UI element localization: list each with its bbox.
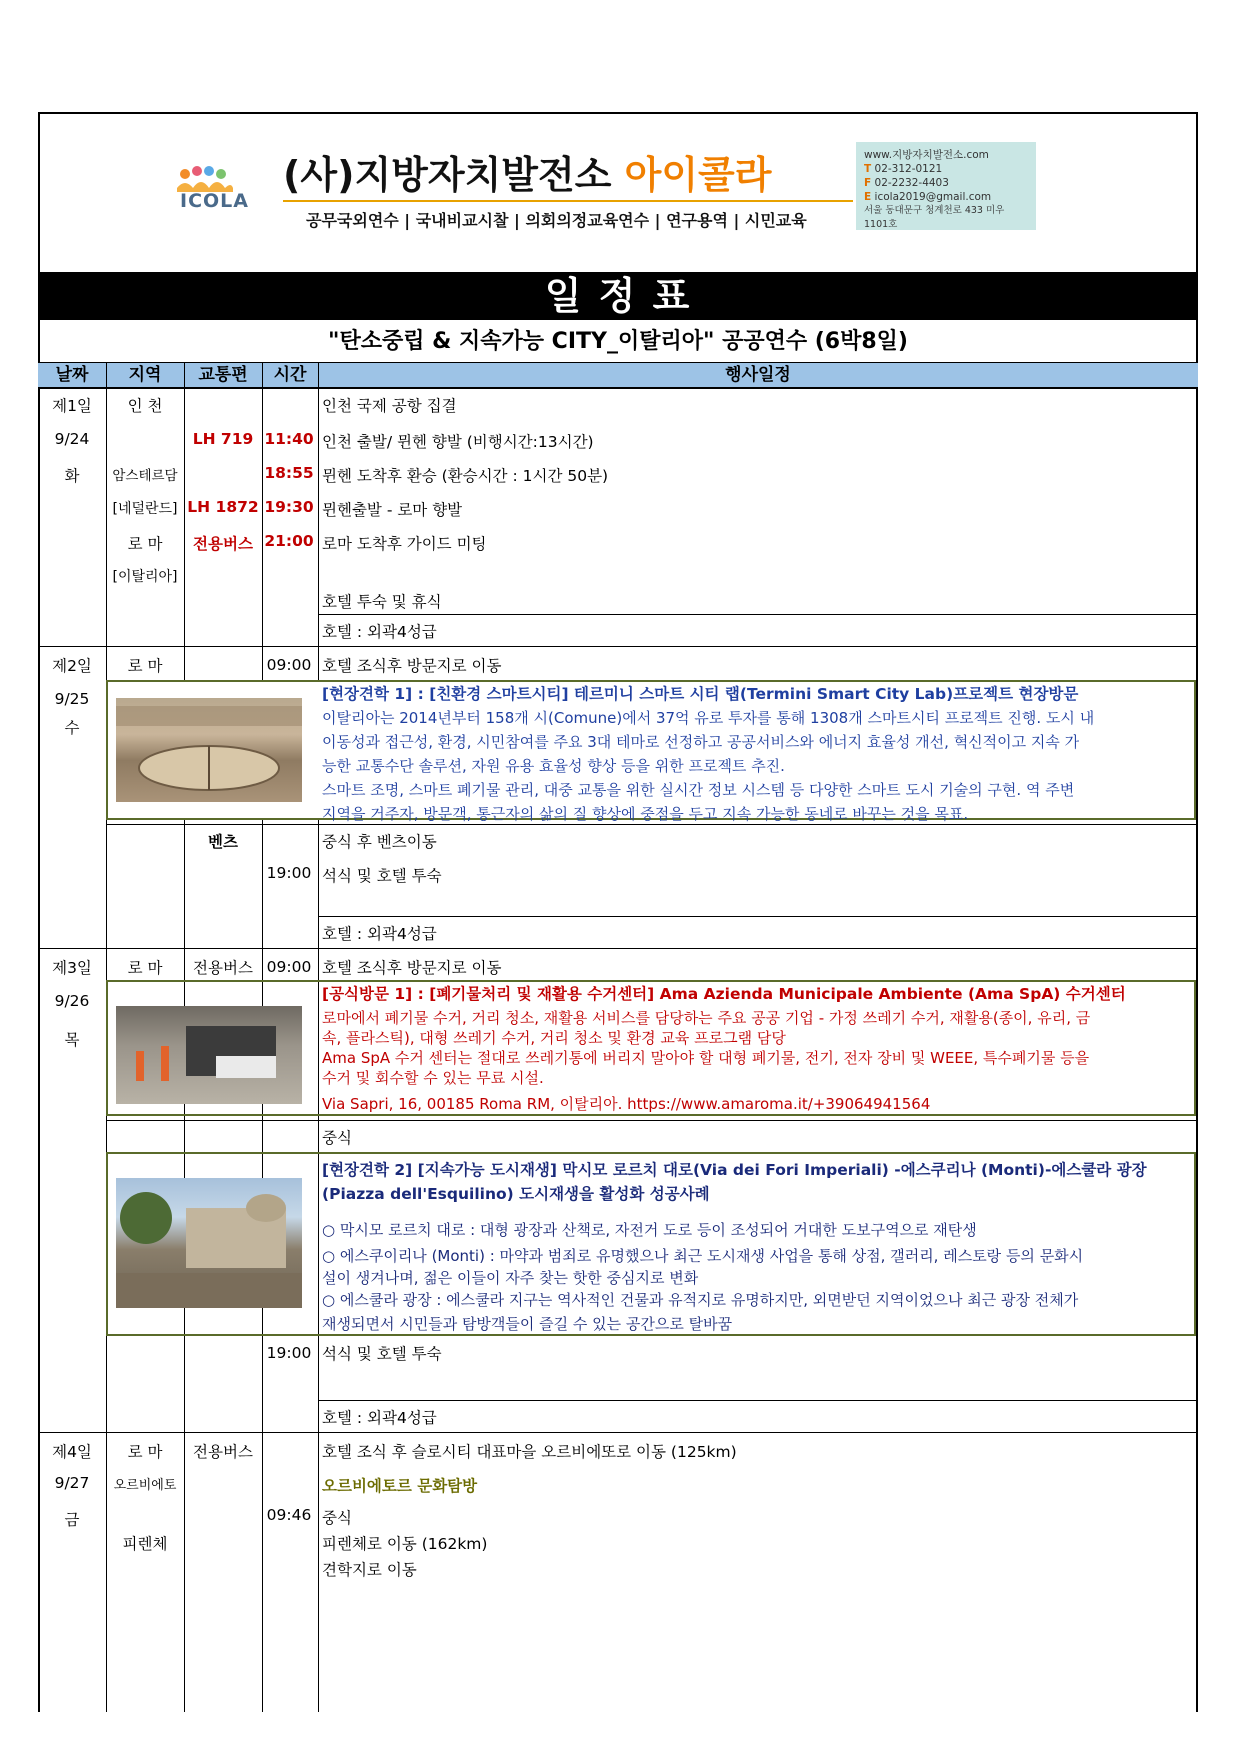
activity: 호텔 투숙 및 휴식 xyxy=(322,593,442,611)
time: 09:00 xyxy=(266,958,312,976)
day-separator xyxy=(38,646,1198,647)
visit2-desc-line: Ama SpA 수거 센터는 절대로 쓰레기통에 버리지 말아야 할 대형 폐기물, 전기, 전자 장비 및 WEEE, 특수폐기물 등을 xyxy=(322,1049,1090,1067)
time: 18:55 xyxy=(264,464,314,482)
transport: 전용버스 xyxy=(193,1443,253,1461)
visit1-title: [현장견학 1] : [친환경 스마트시티] 테르미니 스마트 시티 랩(Termini Smart City Lab)프로젝트 현장방문 xyxy=(322,685,1079,703)
contact-box xyxy=(856,142,1036,230)
website: www.지방자치발전소.com xyxy=(864,149,989,161)
address: 서울 동대문구 청계천로 433 미우 1101호 xyxy=(864,205,1005,230)
visit2-desc-line: 로마에서 폐기물 수거, 거리 청소, 재활용 서비스를 담당하는 주요 공공 기업 - 가정 쓰레기 수거, 재활용(종이, 유리, 금 xyxy=(322,1009,1091,1027)
activity: 호텔 조식 후 슬로시티 대표마을 오르비에또로 이동 (125km) xyxy=(322,1443,737,1461)
day3-label: 제3일 xyxy=(52,959,92,977)
row-line xyxy=(318,614,1198,615)
brand-subtitle: 공무국외연수 | 국내비교시찰 | 의회의정교육연수 | 연구용역 | 시민교육 xyxy=(306,211,807,230)
day4-weekday: 금 xyxy=(64,1511,80,1529)
col-date: 날짜 xyxy=(55,365,89,385)
flight: LH 719 xyxy=(192,430,254,448)
activity: 인천 출발/ 뮌헨 향발 (비행시간:13시간) xyxy=(322,433,594,451)
day3-date: 9/26 xyxy=(54,992,90,1010)
hotel-info: 호텔 : 외곽4성급 xyxy=(322,623,437,641)
visit3-title: (Piazza dell'Esquilino) 도시재생을 활성화 성공사례 xyxy=(322,1185,710,1203)
region: 로 마 xyxy=(127,1443,163,1461)
row-line xyxy=(318,1400,1198,1401)
time: 19:00 xyxy=(266,1344,312,1362)
visit3-desc-line: ○ 에스쿨라 광장 : 에스쿨라 지구는 역사적인 건물과 유적지로 유명하지만, 외면받던 지역이었으나 최근 광장 전체가 xyxy=(322,1291,1079,1309)
region: 피렌체 xyxy=(122,1535,168,1553)
brand-title: (사)지방자치발전소 아이콜라 xyxy=(283,153,772,197)
time: 11:40 xyxy=(264,430,314,448)
day2-label: 제2일 xyxy=(52,657,92,675)
visit3-desc-line: 설이 생겨나며, 젊은 이들이 자주 찾는 핫한 중심지로 변화 xyxy=(322,1269,699,1287)
activity: 호텔 조식후 방문지로 이동 xyxy=(322,657,502,675)
row-line xyxy=(106,824,1198,825)
day-separator xyxy=(38,948,1198,949)
hotel-info: 호텔 : 외곽4성급 xyxy=(322,925,437,943)
region: 오르비에토 xyxy=(113,1478,177,1493)
region: 로 마 xyxy=(127,535,163,553)
region: 로 마 xyxy=(127,657,163,675)
day4-date: 9/27 xyxy=(54,1474,90,1492)
piazza-photo xyxy=(116,1178,302,1308)
activity: 중식 후 벤츠이동 xyxy=(322,833,437,851)
visit1-desc-line: 지역을 거주자, 방문객, 통근자의 삶의 질 향상에 중점을 두고 지속 가능한 동네로 바꾸는 것을 목표. xyxy=(322,805,969,823)
time: 21:00 xyxy=(264,532,314,550)
day1-weekday: 화 xyxy=(64,467,80,485)
region: [이탈리아] xyxy=(112,569,178,585)
region: 인 천 xyxy=(127,397,163,415)
transport: 전용버스 xyxy=(193,535,253,553)
activity: 석식 및 호텔 투숙 xyxy=(322,1345,442,1363)
flight: LH 1872 xyxy=(187,498,259,516)
activity: 석식 및 호텔 투숙 xyxy=(322,867,442,885)
waste-center-photo xyxy=(116,1006,302,1104)
logo-wordmark: ICOLA xyxy=(180,190,249,212)
activity: 오르비에토르 문화탐방 xyxy=(322,1477,478,1495)
time: 19:30 xyxy=(264,498,314,516)
visit2-desc-line: 수거 및 회수할 수 있는 무료 시설. xyxy=(322,1069,544,1087)
activity: 중식 xyxy=(322,1129,352,1147)
activity: 뮌헨출발 - 로마 향발 xyxy=(322,501,463,519)
visit2-desc-line: 속, 플라스틱), 대형 쓰레기 수거, 거리 청소 및 환경 교육 프로그램 담당 xyxy=(322,1029,786,1047)
day3-weekday: 목 xyxy=(64,1031,80,1049)
visit1-desc-line: 능한 교통수단 솔루션, 자원 유용 효율성 향상 등을 위한 프로젝트 추진. xyxy=(322,757,785,775)
letterhead xyxy=(38,112,1198,272)
row-line xyxy=(106,1120,1198,1121)
region: 로 마 xyxy=(127,959,163,977)
time: 09:46 xyxy=(266,1506,312,1524)
visit3-desc-line: 재생되면서 시민들과 탐방객들이 즐길 수 있는 공간으로 탈바꿈 xyxy=(322,1315,733,1333)
day1-date: 9/24 xyxy=(54,430,90,448)
activity: 호텔 조식후 방문지로 이동 xyxy=(322,959,502,977)
fax: F 02-2232-4403 xyxy=(864,177,949,189)
hotel-info: 호텔 : 외곽4성급 xyxy=(322,1409,437,1427)
day1-label: 제1일 xyxy=(52,397,92,415)
transport: 전용버스 xyxy=(193,959,253,977)
col-transport: 교통편 xyxy=(198,365,248,385)
visit1-desc-line: 이동성과 접근성, 환경, 시민참여를 주요 3대 테마로 선정하고 공공서비스와 에너지 효율성 개선, 혁신적이고 지속 가 xyxy=(322,733,1080,751)
region: [네덜란드] xyxy=(112,501,178,517)
phone: T 02-312-0121 xyxy=(864,163,943,175)
activity: 피렌체로 이동 (162km) xyxy=(322,1535,488,1553)
row-line xyxy=(318,916,1198,917)
day2-date: 9/25 xyxy=(54,690,90,708)
rome-square-photo xyxy=(116,698,302,802)
brand-divider xyxy=(283,200,853,202)
page-title: 일 정 표 xyxy=(38,272,1198,320)
day2-weekday: 수 xyxy=(64,719,80,737)
time: 19:00 xyxy=(266,864,312,882)
schedule-page xyxy=(38,112,1198,1712)
region: 암스테르담 xyxy=(112,468,178,484)
visit1-desc-line: 이탈리아는 2014년부터 158개 시(Comune)에서 37억 유로 투자를 통해 1308개 스마트시티 프로젝트 진행. 도시 내 xyxy=(322,709,1095,727)
time: 09:00 xyxy=(266,656,312,674)
day-separator xyxy=(38,1432,1198,1433)
col-time: 시간 xyxy=(273,365,307,385)
col-activity: 행사일정 xyxy=(725,365,791,385)
visit1-desc-line: 스마트 조명, 스마트 폐기물 관리, 대중 교통을 위한 실시간 정보 시스템 등 다양한 스마트 도시 기술의 구현. 역 주변 xyxy=(322,781,1075,799)
visit2-title: [공식방문 1] : [폐기물처리 및 재활용 수거센터] Ama Azienda Municipale Ambiente (Ama SpA) 수거센터 xyxy=(322,985,1126,1003)
activity: 로마 도착후 가이드 미팅 xyxy=(322,535,487,553)
email: E icola2019@gmail.com xyxy=(864,191,992,203)
activity: 인천 국제 공항 집결 xyxy=(322,397,457,415)
activity: 뮌헨 도착후 환승 (환승시간 : 1시간 50분) xyxy=(322,467,609,485)
visit3-title: [현장견학 2] [지속가능 도시재생] 막시모 로르치 대로(Via dei Fori Imperiali) -에스쿠리나 (Monti)-에스쿨라 광장 xyxy=(322,1161,1147,1179)
visit3-desc-line: ○ 에스쿠이리나 (Monti) : 마약과 범죄로 유명했으나 최근 도시재생 사업을 통해 상점, 갤러리, 레스토랑 등의 문화시 xyxy=(322,1247,1084,1265)
program-title: "탄소중립 & 지속가능 CITY_이탈리아" 공공연수 (6박8일) xyxy=(38,322,1198,363)
col-region: 지역 xyxy=(128,365,162,385)
transport: 벤츠 xyxy=(208,833,238,851)
table-header xyxy=(38,363,1198,389)
visit2-address: Via Sapri, 16, 00185 Roma RM, 이탈리아. https://www.amaroma.it/+39064941564 xyxy=(322,1095,931,1113)
activity: 견학지로 이동 xyxy=(322,1561,417,1579)
activity: 중식 xyxy=(322,1509,352,1527)
day4-label: 제4일 xyxy=(52,1443,92,1461)
visit3-desc-line: ○ 막시모 로르치 대로 : 대형 광장과 산책로, 자전거 도로 등이 조성되어 거대한 도보구역으로 재탄생 xyxy=(322,1221,977,1239)
